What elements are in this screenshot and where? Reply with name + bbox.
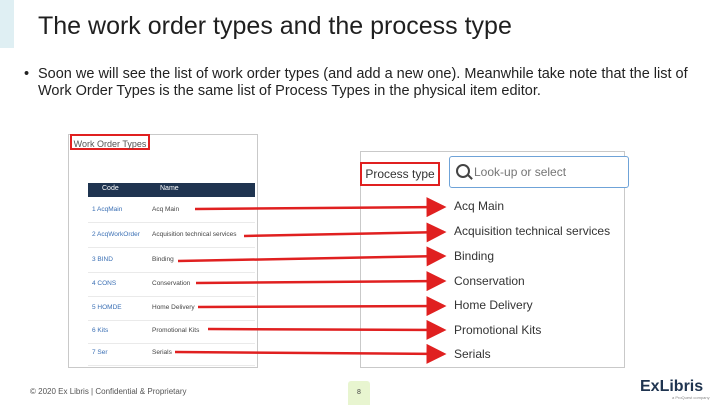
- page-number: 8: [357, 389, 361, 396]
- footer-copyright: © 2020 Ex Libris | Confidential & Proprietary: [30, 387, 187, 396]
- arrow-serials: [175, 352, 444, 354]
- arrow-home-delivery: [198, 306, 444, 307]
- arrow-conservation: [196, 281, 444, 283]
- exlibris-logo: ExLibris: [640, 378, 704, 395]
- dropdown-option[interactable]: Binding: [454, 249, 495, 263]
- row-name: Acquisition technical services: [152, 231, 237, 238]
- arrow-acquisition-technical: [244, 232, 444, 236]
- row-name: Binding: [152, 256, 174, 263]
- row-code[interactable]: 2 AcqWorkOrder: [92, 231, 140, 238]
- dropdown-option[interactable]: Conservation: [454, 274, 525, 288]
- bullet-text: Soon we will see the list of work order types (and add a new one). Meanwhile take note that the list of Work Order Types is the same list of Process Types in the physical item editor.: [38, 66, 688, 99]
- logo-tagline: a ProQuest company: [672, 395, 710, 400]
- code-column-header[interactable]: Code: [102, 185, 119, 192]
- row-code[interactable]: 1 AcqMain: [92, 206, 123, 213]
- arrow-acq-main: [195, 207, 444, 209]
- dropdown-option[interactable]: Serials: [454, 347, 491, 361]
- dropdown-option[interactable]: Home Delivery: [454, 298, 533, 312]
- row-code[interactable]: 3 BIND: [92, 256, 113, 263]
- row-code[interactable]: 5 HOMDE: [92, 304, 122, 311]
- dropdown-option[interactable]: Acquisition technical services: [454, 224, 611, 238]
- work-order-types-label: Work Order Types: [70, 134, 150, 150]
- row-code[interactable]: 7 Ser: [92, 349, 108, 356]
- name-column-header[interactable]: Name: [160, 185, 179, 192]
- row-name: Promotional Kits: [152, 327, 200, 334]
- arrow-promotional-kits: [208, 329, 444, 330]
- slide-title: The work order types and the process type: [38, 12, 512, 40]
- process-type-label: Process type: [360, 162, 440, 186]
- row-code[interactable]: 6 Kits: [92, 327, 109, 334]
- bullet-icon: •: [24, 66, 30, 82]
- row-name: Conservation: [152, 280, 191, 287]
- row-name: Home Delivery: [152, 304, 195, 311]
- arrow-binding: [178, 256, 444, 261]
- dropdown-option[interactable]: Acq Main: [454, 199, 505, 213]
- row-name: Serials: [152, 349, 172, 356]
- row-code[interactable]: 4 CONS: [92, 280, 117, 287]
- row-name: Acq Main: [152, 206, 180, 213]
- page-number-badge: [348, 381, 370, 405]
- dropdown-option[interactable]: Promotional Kits: [454, 323, 542, 337]
